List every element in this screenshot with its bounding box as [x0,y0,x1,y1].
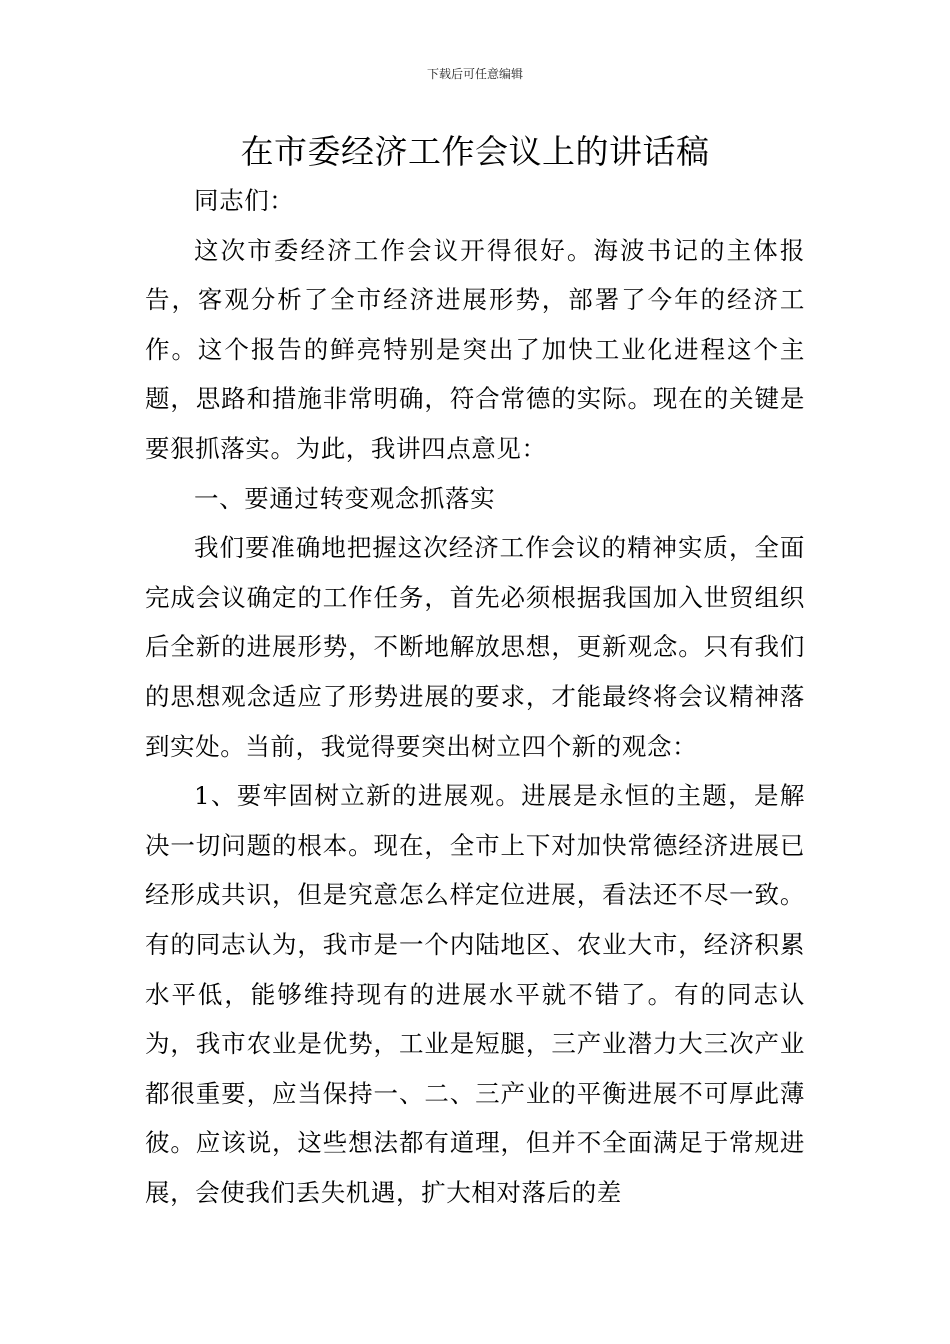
document-title: 在市委经济工作会议上的讲话稿 [240,132,710,171]
body-paragraph: 这次市委经济工作会议开得很好。海波书记的主体报告，客观分析了全市经济进展形势，部署了今年的经济工作。这个报告的鲜亮特别是突出了加快工业化进程这个主题，思路和措施非常明确，符合常德的实际。现在的关键是要狠抓落实。为此，我讲四点意见： [145,235,805,463]
body-paragraph: 我们要准确地把握这次经济工作会议的精神实质，全面完成会议确定的工作任务，首先必须根据我国加入世贸组织后全新的进展形势，不断地解放思想，更新观念。只有我们的思想观念适应了形势进展的要求，才能最终将会议精神落到实处。当前，我觉得要突出树立四个新的观念： [145,533,805,761]
greeting-paragraph: 同志们： [194,186,295,215]
header-note: 下载后可任意编辑 [426,67,523,81]
section-heading: 一、要通过转变观念抓落实 [194,483,496,513]
body-paragraph: 1、要牢固树立新的进展观。进展是永恒的主题，是解决一切问题的根本。现在，全市上下对加快常德经济进展已经形成共识，但是究意怎么样定位进展，看法还不尽一致。有的同志认为，我市是一个内陆地区、农业大市，经济积累水平低，能够维持现有的进展水平就不错了。有的同志认为，我市农业是优势，工业是短腿，三产业潜力大三次产业都很重要，应当保持一、二、三产业的平衡进展不可厚此薄彼。应该说，这些想法都有道理，但并不全面满足于常规进展，会使我们丢失机遇，扩大相对落后的差 [145,781,805,1207]
document-body [145,176,805,1217]
